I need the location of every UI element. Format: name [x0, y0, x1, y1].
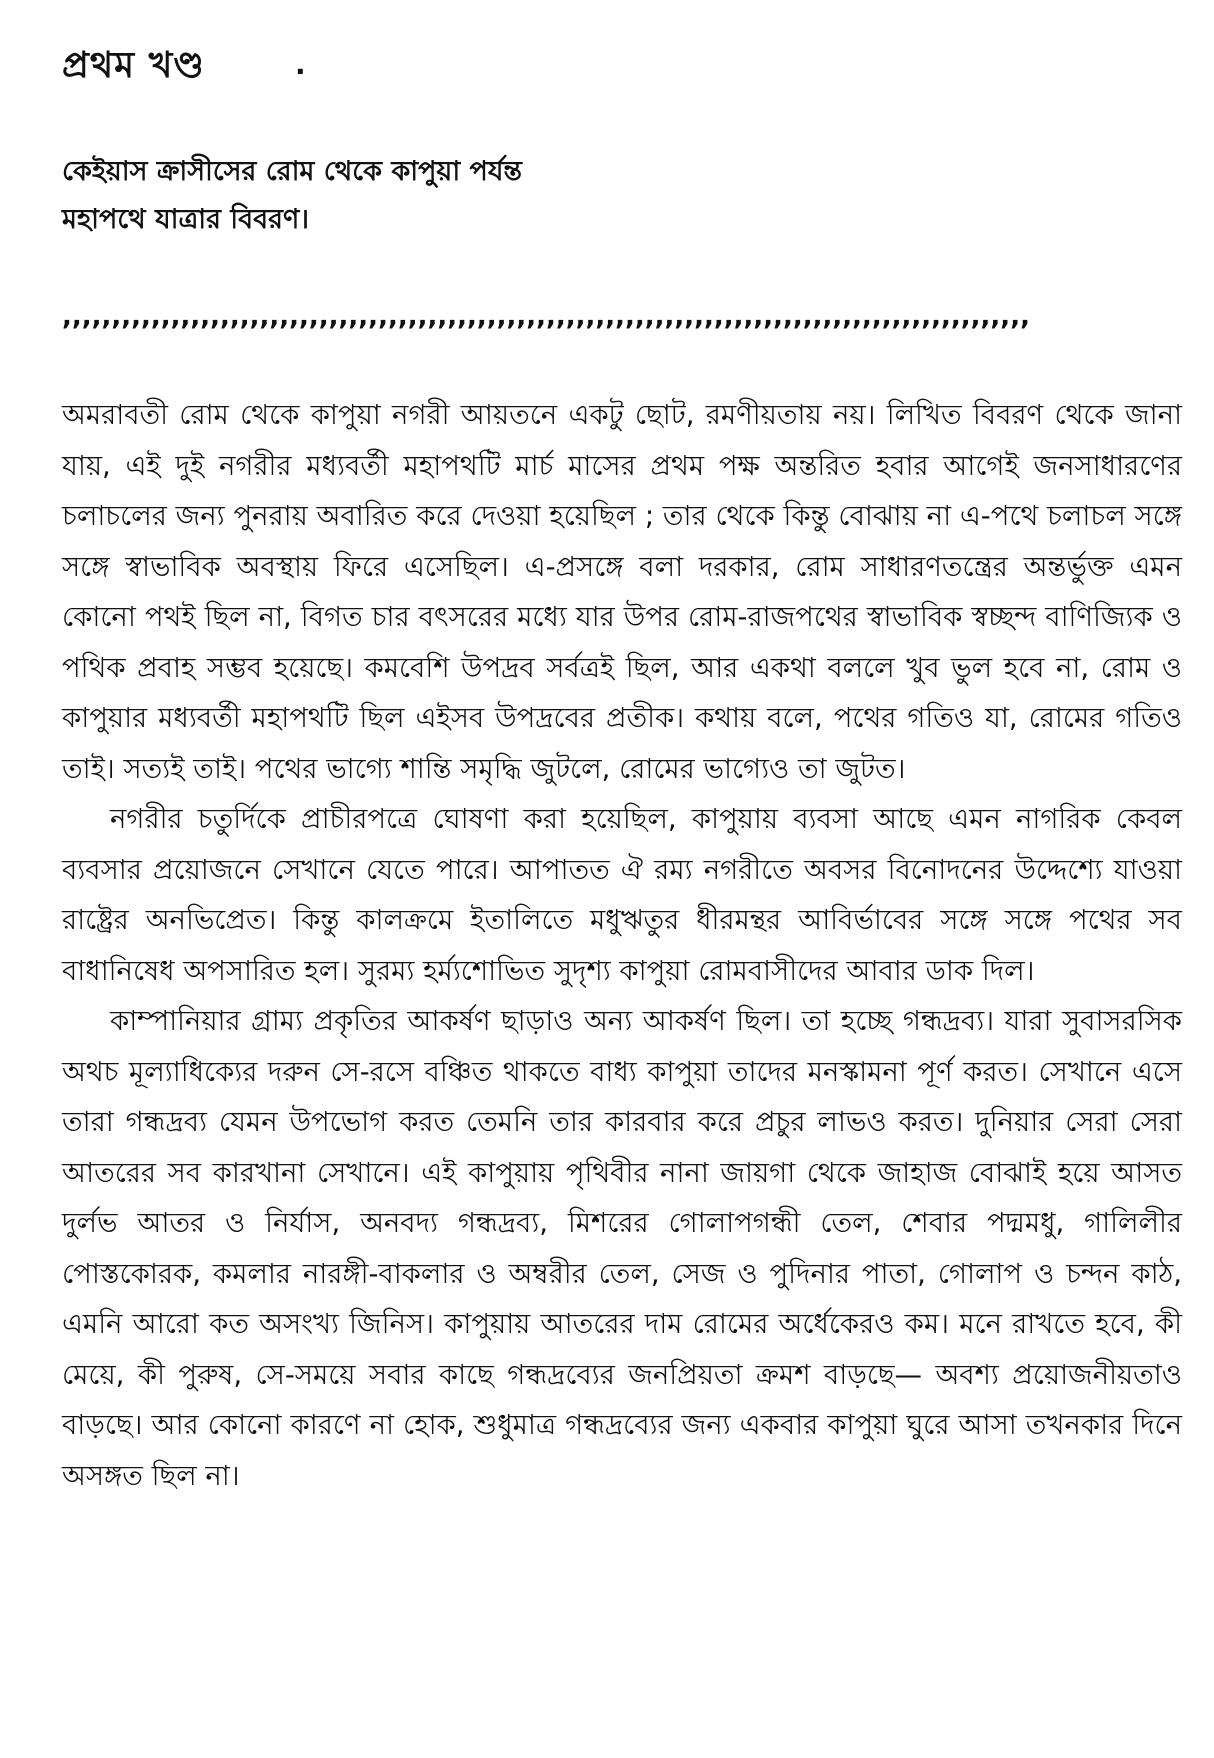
subtitle-line: মহাপথে যাত্রার বিবরণ।: [62, 204, 309, 235]
paragraph: অমরাবতী রোম থেকে কাপুয়া নগরী আয়তনে একটু ছোট, রমণীয়তায় নয়। লিখিত বিবরণ থেকে জানা যায়, এই দুই নগরীর মধ্যবর্তী মহাপথটি মার্চ মাসের প্রথম পক্ষ অন্তরিত হবার আগেই জনসাধারণের চলাচলের জন্য পুনরায় অবারিত করে দেওয়া হয়েছিল ; তার থেকে কিন্তু বোঝায় না এ-পথে চলাচল সঙ্গে সঙ্গে স্বাভাবিক অবস্থায় ফিরে এসেছিল। এ-প্রসঙ্গে বলা দরকার, রোম সাধারণতন্ত্রের অন্তর্ভুক্ত এমন কোনো পথই ছিল না, বিগত চার বৎসরের মধ্যে যার উপর রোম-রাজপথের স্বাভাবিক স্বচ্ছন্দ বাণিজ্যিক ও পথিক প্রবাহ সম্ভব হয়েছে। কমবেশি উপদ্রব সর্বত্রই ছিল, আর একথা বললে খুব ভুল হবে না, রোম ও কাপুয়ার মধ্যবর্তী মহাপথটি ছিল এইসব উপদ্রবের প্রতীক। কথায় বলে, পথের গতিও যা, রোমের গতিও তাই। সত্যই তাই। পথের ভাগ্যে শান্তি সমৃদ্ধি জুটলে, রোমের ভাগ্যেও তা জুটত।: [62, 399, 1182, 785]
section-heading: প্রথম খণ্ড: [62, 45, 205, 86]
decorative-separator: ,,,,,,,,,,,,,,,,,,,,,,,,,,,,,,,,,,,,,,,,,,,,,,,,,,,,,,,,,,,,,,,,,,,,,,,,,,,,,,,,,,,,,,,,,,,,,,,,,,: [62, 302, 1030, 332]
chapter-subtitle: [62, 148, 762, 244]
subtitle-line: কেইয়াস ক্রাসীসের রোম থেকে কাপুয়া পর্যন্ত: [62, 156, 523, 187]
heading-mark: .: [295, 48, 306, 81]
body-text: [62, 390, 1182, 1501]
paragraph: নগরীর চতুর্দিকে প্রাচীরপত্রে ঘোষণা করা হয়েছিল, কাপুয়ায় ব্যবসা আছে এমন নাগরিক কেবল ব্যবসার প্রয়োজনে সেখানে যেতে পারে। আপাতত ঐ রম্য নগরীতে অবসর বিনোদনের উদ্দেশ্যে যাওয়া রাষ্ট্রের অনভিপ্রেত। কিন্তু কালক্রমে ইতালিতে মধুঋতুর ধীরমন্থর আবির্ভাবের সঙ্গে সঙ্গে পথের সব বাধানিষেধ অপসারিত হল। সুরম্য হর্ম্যশোভিত সুদৃশ্য কাপুয়া রোমবাসীদের আবার ডাক দিল।: [62, 803, 1182, 987]
paragraph: কাম্পানিয়ার গ্রাম্য প্রকৃতির আকর্ষণ ছাড়াও অন্য আকর্ষণ ছিল। তা হচ্ছে গন্ধদ্রব্য। যারা সুবাসরসিক অথচ মূল্যাধিক্যের দরুন সে-রসে বঞ্চিত থাকতে বাধ্য কাপুয়া তাদের মনস্কামনা পূর্ণ করত। সেখানে এসে তারা গন্ধদ্রব্য যেমন উপভোগ করত তেমনি তার কারবার করে প্রচুর লাভও করত। দুনিয়ার সেরা সেরা আতরের সব কারখানা সেখানে। এই কাপুয়ায় পৃথিবীর নানা জায়গা থেকে জাহাজ বোঝাই হয়ে আসত দুর্লভ আতর ও নির্যাস, অনবদ্য গন্ধদ্রব্য, মিশরের গোলাপগন্ধী তেল, শেবার পদ্মমধু, গালিলীর পোস্তকোরক, কমলার নারঙ্গী-বাকলার ও অম্বরীর তেল, সেজ ও পুদিনার পাতা, গোলাপ ও চন্দন কাঠ, এমনি আরো কত অসংখ্য জিনিস। কাপুয়ায় আতরের দাম রোমের অর্ধেকেরও কম। মনে রাখতে হবে, কী মেয়ে, কী পুরুষ, সে-সময়ে সবার কাছে গন্ধদ্রব্যের জনপ্রিয়তা ক্রমশ বাড়ছে— অবশ্য প্রয়োজনীয়তাও বাড়ছে। আর কোনো কারণে না হোক, শুধুমাত্র গন্ধদ্রব্যের জন্য একবার কাপুয়া ঘুরে আসা তখনকার দিনে অসঙ্গত ছিল না।: [62, 1005, 1182, 1492]
